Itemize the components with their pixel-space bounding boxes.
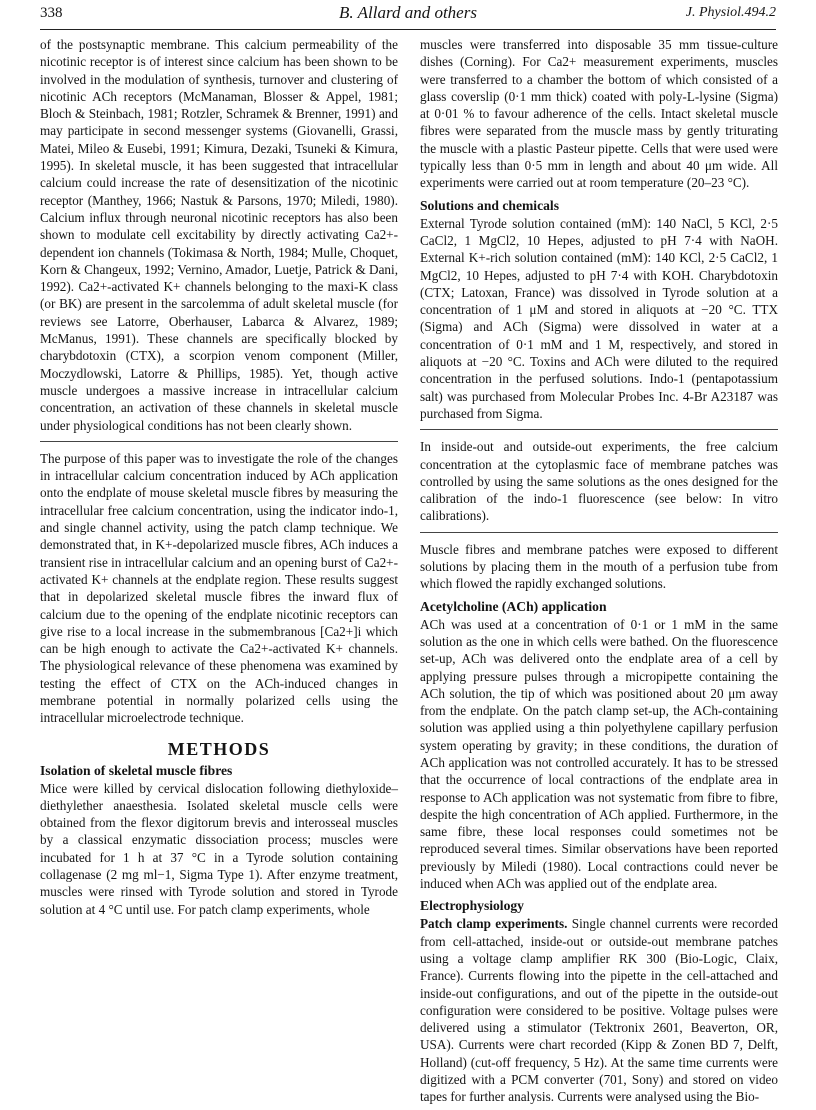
- isolation-heading: Isolation of skeletal muscle fibres: [40, 762, 233, 778]
- header-rule: [40, 29, 776, 30]
- patch-clamp-lead: Patch clamp experiments.: [420, 916, 568, 932]
- solutions-heading: Solutions and chemicals: [420, 197, 559, 213]
- intro-paragraph-2: The purpose of this paper was to investigate the role of the changes in intracellular calcium concentration induced by ACh application onto the endplate of mouse skeletal muscle fibres by measuring the intracellular free calcium concentration, using the indicator indo-1, and single channel activity, using the patch clamp technique. We demonstrated that, in K+-depolarized muscle fibres, ACh induces a transient rise in intracellular calcium and an opening burst of Ca2+-activated K+ channels at the endplate region. These results suggest that in depolarized skeletal muscle fibres the inward flux of calcium due to the opening of the endplate nicotinic receptors can give rise to a local increase in the submembranous [Ca2+]i which can be high enough to activate the Ca2+-activated K+ channels. The physiological relevance of these phenomena was examined by testing the effect of CTX on the ACh-induced changes in membrane potential in normally polarized cells using the intracellular microelectrode technique.: [40, 450, 398, 726]
- electrophysiology-heading: Electrophysiology: [420, 898, 524, 914]
- calcium-control-paragraph: In inside-out and outside-out experiments, the free calcium concentration at the cytoplasmic face of membrane patches was controlled by using the same solutions as the ones designed for the calibration of the indo-1 fluorescence (see below: In vitro calibrations).: [420, 439, 778, 524]
- methods-heading: METHODS: [167, 738, 271, 759]
- solutions-paragraph: External Tyrode solution contained (mM): 140 NaCl, 5 KCl, 2·5 CaCl2, 1 MgCl2, 10 Hepes, adjusted to pH 7·4 with NaOH. External K+-rich solution contained (mM): 140 KCl, 2·5 CaCl2, 1 MgCl2, 10 Hepes, adjusted to pH 7·4 with KOH. Charybdotoxin (CTX; Latoxan, France) was dissolved in Tyrode solution at a concentration of 1 μM and stored in aliquots at −20 °C. TTX (Sigma) and ACh (Sigma) were dissolved in water at a concentration of 0·1 mM and 1 M, respectively, and stored in aliquots at −20 °C. Toxins and ACh were diluted to the required concentration in the perfused solutions. Indo-1 (pentapotassium salt) was purchased from Molecular Probes Inc. 4-Br A23187 was purchased from Sigma.: [420, 215, 778, 421]
- paragraph-separator: [420, 532, 778, 533]
- isolation-continued-paragraph: muscles were transferred into disposable 35 mm tissue-culture dishes (Corning). For Ca2+ measurement experiments, muscles were transferred to a chamber the bottom of which consisted of a glass coverslip (0·1 mm thick) coated with poly-L-lysine (Sigma) at 0·01 % to favour adherence of the cells. Intact skeletal muscle fibres were separated from the muscle mass by gently triturating the muscle with a plastic Pasteur pipette. Cells that were used were typically less than 0·5 mm in length and about 40 μm wide. All experiments were carried out at room temperature (20–23 °C).: [420, 37, 778, 191]
- patch-clamp-paragraph: [420, 915, 778, 1105]
- ach-application-paragraph: ACh was used at a concentration of 0·1 or 1 mM in the same solution as the one in which cells were bathed. On the fluorescence set-up, ACh was delivered onto the endplate area of a cell by applying pressure pulses through a micropipette containing the ACh solution, the tip of which was positioned about 20 μm away from the endplate. On the patch clamp set-up, the ACh-containing solution was applied using a thin polyethylene capillary perfusion system operating by gravity; in these conditions, the duration of ACh application was not controlled accurately. It has to be stressed that the occurrence of local contractions of the endplate area in response to ACh application was not systematic from fibre to fibre, despite the high concentration of ACh applied. Furthermore, in the same fibre, these local responses could sometimes not be reproduced several times. Similar observations have been reported previously by Miledi (1980). Local contractions could never be induced when ACh was applied out of the endplate area.: [420, 616, 778, 892]
- paragraph-separator: [420, 429, 778, 430]
- perfusion-paragraph: Muscle fibres and membrane patches were exposed to different solutions by placing them in the mouth of a perfusion tube from which flowed the rapidly exchanged solutions.: [420, 541, 778, 592]
- journal-citation: J. Physiol.494.2: [685, 5, 776, 20]
- ach-application-heading: Acetylcholine (ACh) application: [420, 598, 607, 614]
- paragraph-separator: [40, 441, 398, 442]
- left-column: [40, 36, 398, 918]
- page-number: 338: [40, 5, 63, 21]
- patch-clamp-text: Single channel currents were recorded from cell-attached, inside-out or outside-out membrane patches using a voltage clamp amplifier RK 300 (Bio-Logic, Claix, France). Currents flowing into the pipette in the cell-attached and inside-out configurations, and out of the pipette in the outside-out configuration were considered to be positive. Voltage pulses were delivered using a stimulator (Tektronix 2601, Beaverton, OR, USA). Currents were chart recorded (Kipp & Zonen BD 7, Delft, Holland) (cut-off frequency, 5 Hz). At the same time currents were digitized with a PCM converter (701, Sony) and stored on video tapes for further analysis. Currents were analysed using the Bio-: [420, 916, 778, 1105]
- isolation-paragraph: Mice were killed by cervical dislocation following diethyloxide–diethylether anaesthesia. Isolated skeletal muscle cells were obtained from the flexor digitorum brevis and interosseal muscles by a classical enzymatic dissociation process; muscles were incubated for 1 h at 37 °C in a Tyrode solution containing collagenase (2 mg ml−1, Sigma Type 1). After enzyme treatment, muscles were rinsed with Tyrode solution and stored in Tyrode solution at 4 °C until use. For patch clamp experiments, whole: [40, 780, 398, 917]
- page-header: [40, 0, 776, 30]
- intro-paragraph-1: of the postsynaptic membrane. This calcium permeability of the nicotinic receptor is of interest since calcium has been shown to be involved in the modulation of synthesis, turnover and clustering of nicotinic ACh receptors (McManaman, Blosser & Appel, 1981; Bloch & Steinbach, 1981; Rotzler, Schramek & Brenner, 1991) and may participate in second messenger systems (Giovanelli, Grassi, Matei, Mileo & Eusebi, 1991; Kimura, Dezaki, Tsuneki & Kimura, 1995). In skeletal muscle, it has been suggested that intracellular calcium could increase the rate of desensitization of the nicotinic receptor (Manthey, 1966; Nastuk & Parsons, 1970; Miledi, 1980). Calcium influx through neuronal nicotinic receptors has also been shown to modulate cell excitability by directly activating Ca2+-dependent ion channels (Tokimasa & North, 1984; Mulle, Choquet, Korn & Changeux, 1992; Vernino, Amador, Luetje, Patrick & Dani, 1992). Ca2+-activated K+ channels belonging to the maxi-K class (or BK) are present in the sarcolemma of adult skeletal muscle (for reviews see Latorre, Oberhauser, Labarca & Alvarez, 1989; McManus, 1991). These channels are specifically blocked by charybdotoxin (CTX), a scorpion venom component (Miller, Moczydlowski, Latorre & Phillips, 1985). Yet, though active muscle undergoes a massive increase in intracellular calcium concentration, an activation of these channels in skeletal muscle under physiological conditions has not been clearly shown.: [40, 37, 398, 433]
- right-column: [420, 36, 778, 1106]
- running-authors: B. Allard and others: [339, 3, 477, 22]
